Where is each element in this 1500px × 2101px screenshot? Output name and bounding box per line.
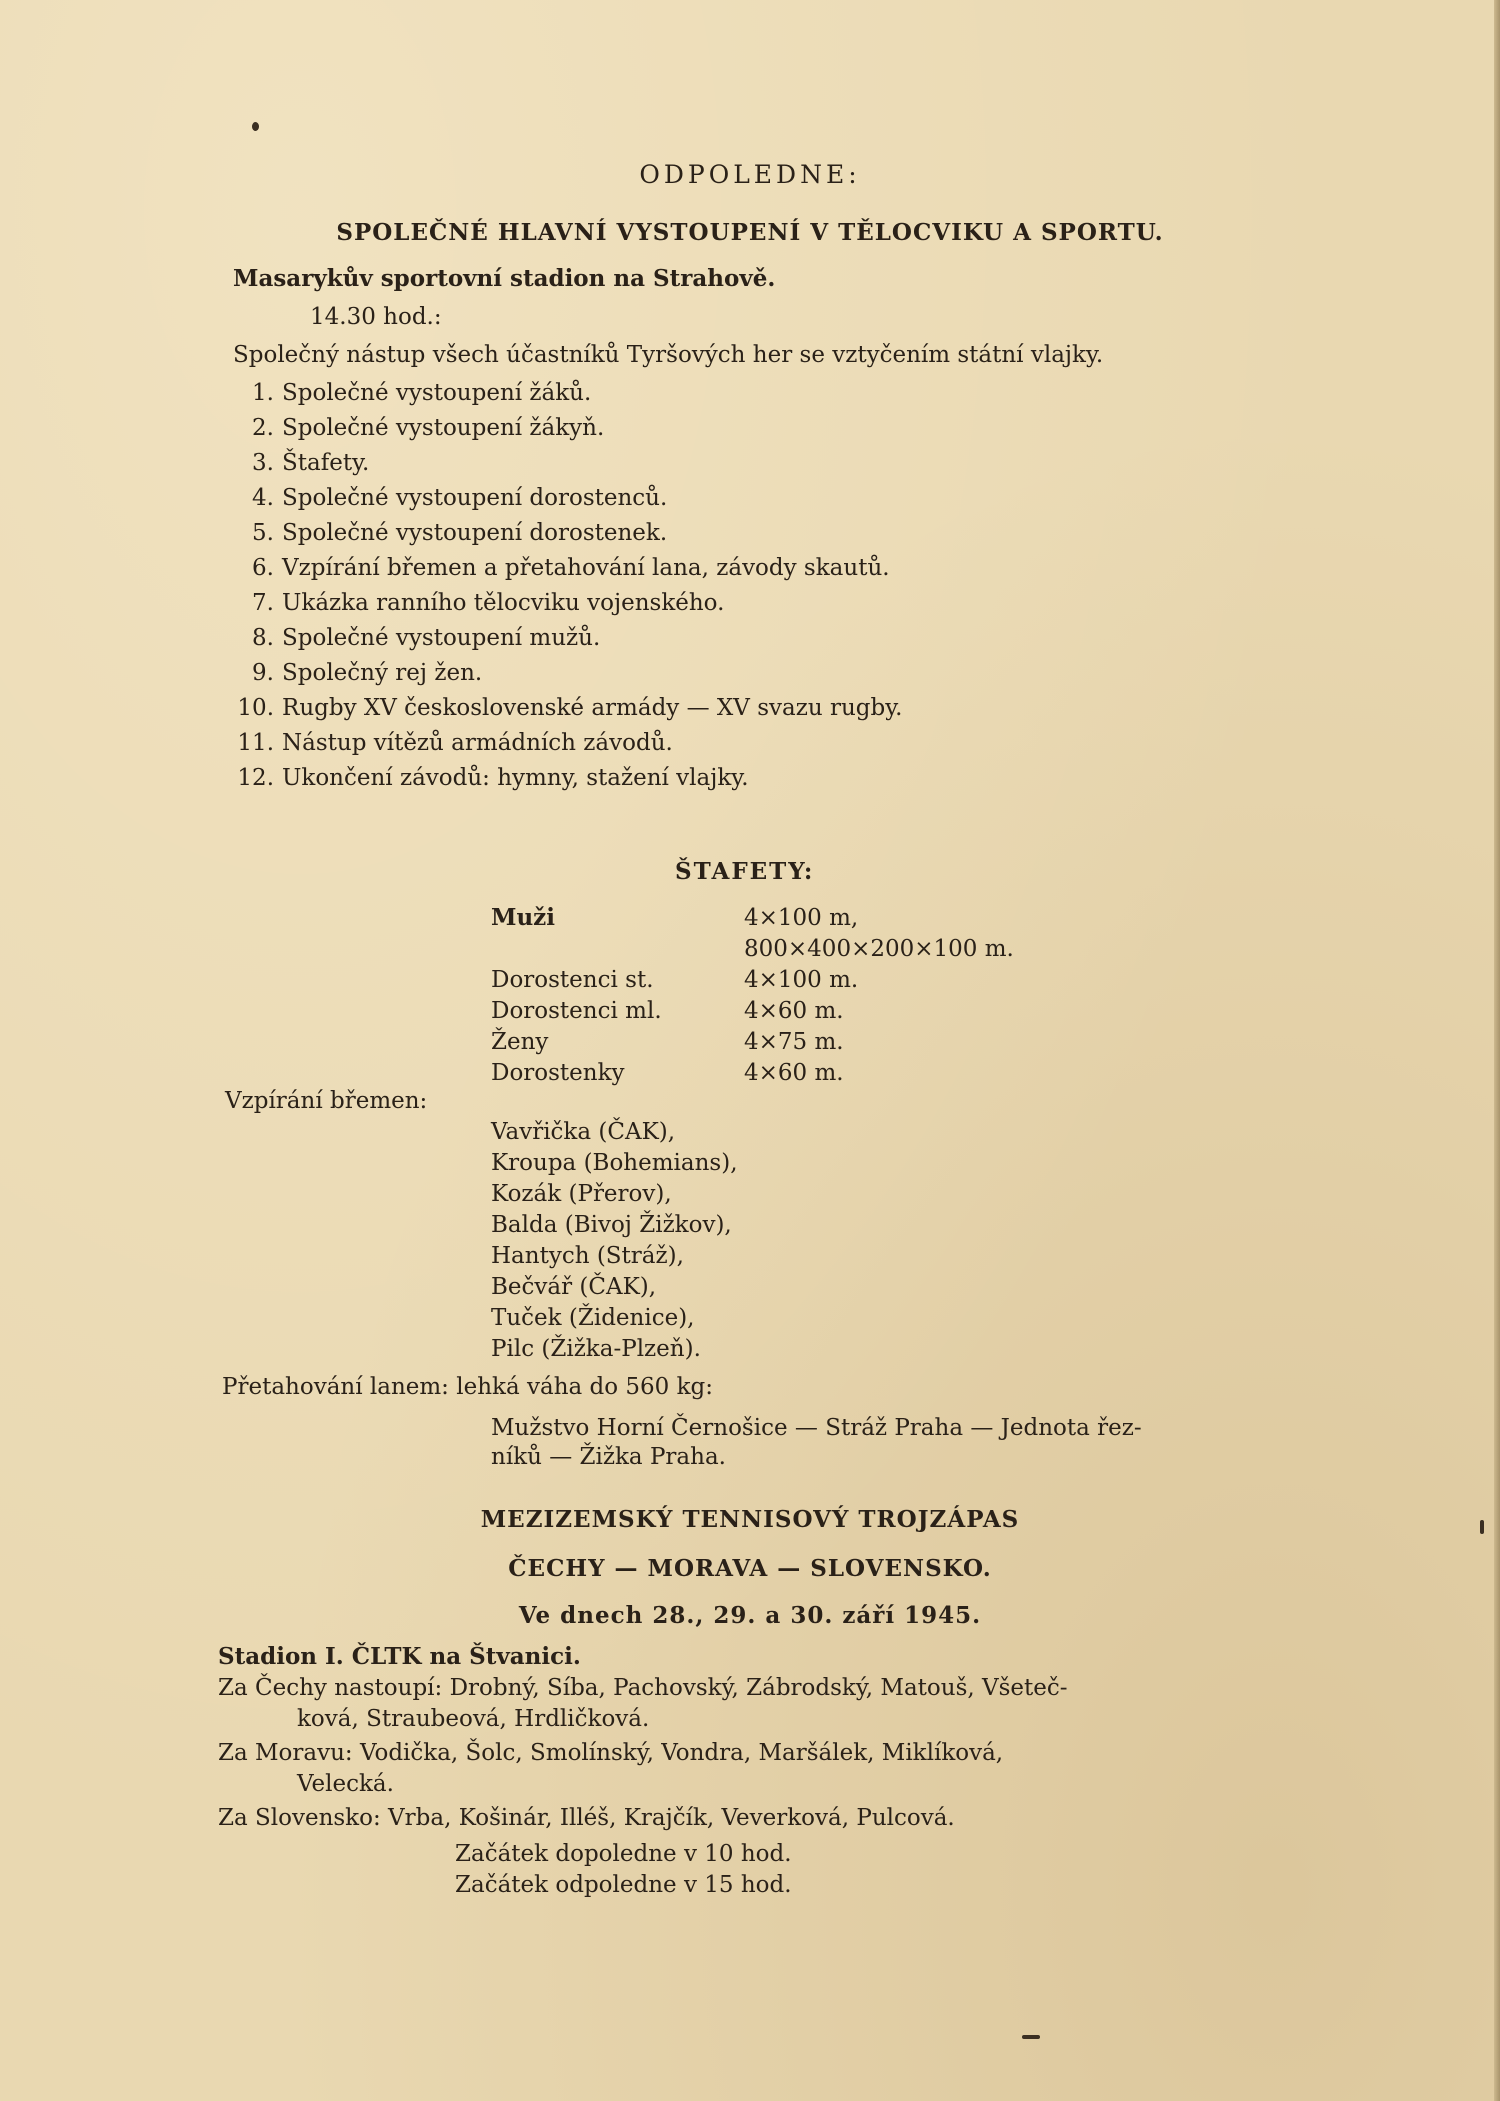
item-text: Vzpírání břemen a přetahování lana, závody skautů. bbox=[282, 555, 890, 581]
team-line: Za Moravu: Vodička, Šolc, Smolínský, Vondra, Maršálek, Miklíková, bbox=[218, 1740, 1004, 1766]
item-number: 7. bbox=[252, 590, 274, 616]
item-number: 5. bbox=[252, 520, 274, 546]
tennis-lands: ČECHY — MORAVA — SLOVENSKO. bbox=[508, 1555, 992, 1582]
list-item: Pilc (Žižka-Plzeň). bbox=[491, 1336, 701, 1362]
item-text: Společné vystoupení mužů. bbox=[282, 625, 601, 651]
relays-heading: ŠTAFETY: bbox=[675, 858, 815, 885]
item-number: 8. bbox=[252, 625, 274, 651]
intro-line: Společný nástup všech účastníků Tyršových her se vztyčením státní vlajky. bbox=[233, 342, 1104, 368]
item-text: Štafety. bbox=[282, 450, 370, 476]
relay-category: Dorostenky bbox=[491, 1060, 625, 1086]
item-number: 11. bbox=[237, 730, 274, 756]
item-text: Nástup vítězů armádních závodů. bbox=[282, 730, 673, 756]
main-performance-heading: SPOLEČNÉ HLAVNÍ VYSTOUPENÍ V TĚLOCVIKU A SPORTU. bbox=[336, 219, 1164, 246]
item-number: 9. bbox=[252, 660, 274, 686]
tug-teams-line: Mužstvo Horní Černošice — Stráž Praha — Jednota řez- bbox=[491, 1415, 1142, 1441]
list-item: Kroupa (Bohemians), bbox=[491, 1150, 738, 1176]
item-text: Společný rej žen. bbox=[282, 660, 483, 686]
time-line: 14.30 hod.: bbox=[310, 304, 442, 330]
item-text: Ukázka ranního tělocviku vojenského. bbox=[282, 590, 725, 616]
tug-of-war-label: Přetahování lanem: lehká váha do 560 kg: bbox=[222, 1374, 714, 1400]
relay-distance: 4×75 m. bbox=[744, 1029, 844, 1055]
tennis-dates: Ve dnech 28., 29. a 30. září 1945. bbox=[518, 1602, 982, 1629]
relay-category: Muži bbox=[491, 904, 555, 931]
relay-distance: 4×60 m. bbox=[744, 1060, 844, 1086]
item-number: 3. bbox=[252, 450, 274, 476]
item-text: Společné vystoupení dorostenek. bbox=[282, 520, 668, 546]
item-number: 10. bbox=[237, 695, 274, 721]
page-edge bbox=[1494, 0, 1500, 2101]
list-item: Bečvář (ČAK), bbox=[491, 1274, 657, 1300]
tennis-heading: MEZIZEMSKÝ TENNISOVÝ TROJZÁPAS bbox=[480, 1506, 1020, 1533]
tennis-venue: Stadion I. ČLTK na Štvanici. bbox=[218, 1643, 581, 1670]
relay-distance: 4×100 m. bbox=[744, 967, 859, 993]
team-line: Za Slovensko: Vrba, Košinár, Illéš, Krajčík, Veverková, Pulcová. bbox=[218, 1805, 955, 1831]
item-number: 6. bbox=[252, 555, 274, 581]
item-number: 2. bbox=[252, 415, 274, 441]
relay-category: Ženy bbox=[491, 1029, 549, 1055]
tug-teams-line: níků — Žižka Praha. bbox=[491, 1444, 726, 1470]
item-text: Společné vystoupení žákyň. bbox=[282, 415, 605, 441]
list-item: Kozák (Přerov), bbox=[491, 1181, 672, 1207]
ink-speck bbox=[1022, 2035, 1040, 2039]
item-text: Rugby XV československé armády — XV svazu rugby. bbox=[282, 695, 903, 721]
list-item: Tuček (Židenice), bbox=[491, 1305, 695, 1331]
ink-speck bbox=[252, 122, 259, 131]
venue-line: Masarykův sportovní stadion na Strahově. bbox=[233, 265, 776, 292]
relay-distance: 800×400×200×100 m. bbox=[744, 936, 1014, 962]
relay-category: Dorostenci st. bbox=[491, 967, 654, 993]
start-time-afternoon: Začátek odpoledne v 15 hod. bbox=[455, 1872, 792, 1898]
weightlifting-label: Vzpírání břemen: bbox=[225, 1088, 428, 1114]
item-number: 4. bbox=[252, 485, 274, 511]
list-item: Vavřička (ČAK), bbox=[491, 1119, 676, 1145]
list-item: Hantych (Stráž), bbox=[491, 1243, 684, 1269]
item-number: 12. bbox=[237, 765, 274, 791]
start-time-morning: Začátek dopoledne v 10 hod. bbox=[455, 1841, 792, 1867]
team-line: Za Čechy nastoupí: Drobný, Síba, Pachovský, Zábrodský, Matouš, Všeteč- bbox=[218, 1675, 1068, 1701]
team-line-cont: ková, Straubeová, Hrdličková. bbox=[297, 1706, 650, 1732]
item-number: 1. bbox=[252, 380, 274, 406]
item-text: Společné vystoupení dorostenců. bbox=[282, 485, 668, 511]
item-text: Ukončení závodů: hymny, stažení vlajky. bbox=[282, 765, 749, 791]
list-item: Balda (Bivoj Žižkov), bbox=[491, 1212, 732, 1238]
relay-distance: 4×60 m. bbox=[744, 998, 844, 1024]
afternoon-heading: ODPOLEDNE: bbox=[639, 160, 861, 189]
team-line-cont: Velecká. bbox=[297, 1771, 394, 1797]
item-text: Společné vystoupení žáků. bbox=[282, 380, 592, 406]
relay-distance: 4×100 m, bbox=[744, 905, 859, 931]
relay-category: Dorostenci ml. bbox=[491, 998, 662, 1024]
